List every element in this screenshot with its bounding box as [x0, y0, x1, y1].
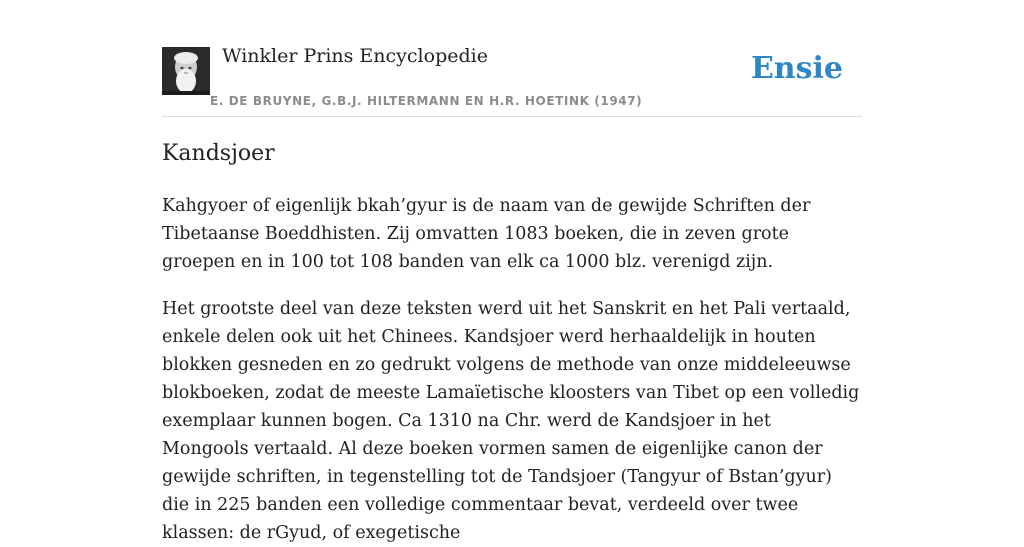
article-title: Kandsjoer [162, 141, 275, 166]
source-title[interactable]: Winkler Prins Encyclopedie [222, 45, 488, 67]
author-avatar[interactable] [162, 47, 210, 95]
portrait-image [162, 47, 210, 95]
article-page [162, 0, 862, 543]
article-paragraph: Kahgyoer of eigenlijk bkah’gyur is de naam van de gewijde Schriften der Tibetaanse Boeddhisten. Zij omvatten 1083 boeken, die in zeven grote groepen en in 100 tot 108 banden van elk ca 1000 blz. verenigd zijn. [162, 196, 811, 272]
ensie-logo[interactable]: Ensie [750, 51, 843, 86]
article-paragraph: Het grootste deel van deze teksten werd uit het Sanskrit en het Pali vertaald, enkele delen ook uit het Chinees. Kandsjoer werd herhaaldelijk in houten blokken gesneden en zo gedrukt volgens de methode van onze middeleeuwse blokboeken, zodat de meeste Lamaïetische kloosters van Tibet op een volledig exemplaar kunnen bogen. Ca 1310 na Chr. werd de Kandsjoer in het Mongools vertaald. Al deze boeken vormen samen de eigenlijke canon der gewijde schriften, in tegenstelling tot de Tandsjoer (Tangyur of Bstan’gyur) die in 225 banden een volledige commentaar bevat, verdeeld over twee klassen: de rGyud, of exegetische [162, 299, 860, 543]
source-header [162, 0, 862, 117]
source-authors: E. DE BRUYNE, G.B.J. HILTERMANN EN H.R. HOETINK (1947) [210, 94, 643, 108]
